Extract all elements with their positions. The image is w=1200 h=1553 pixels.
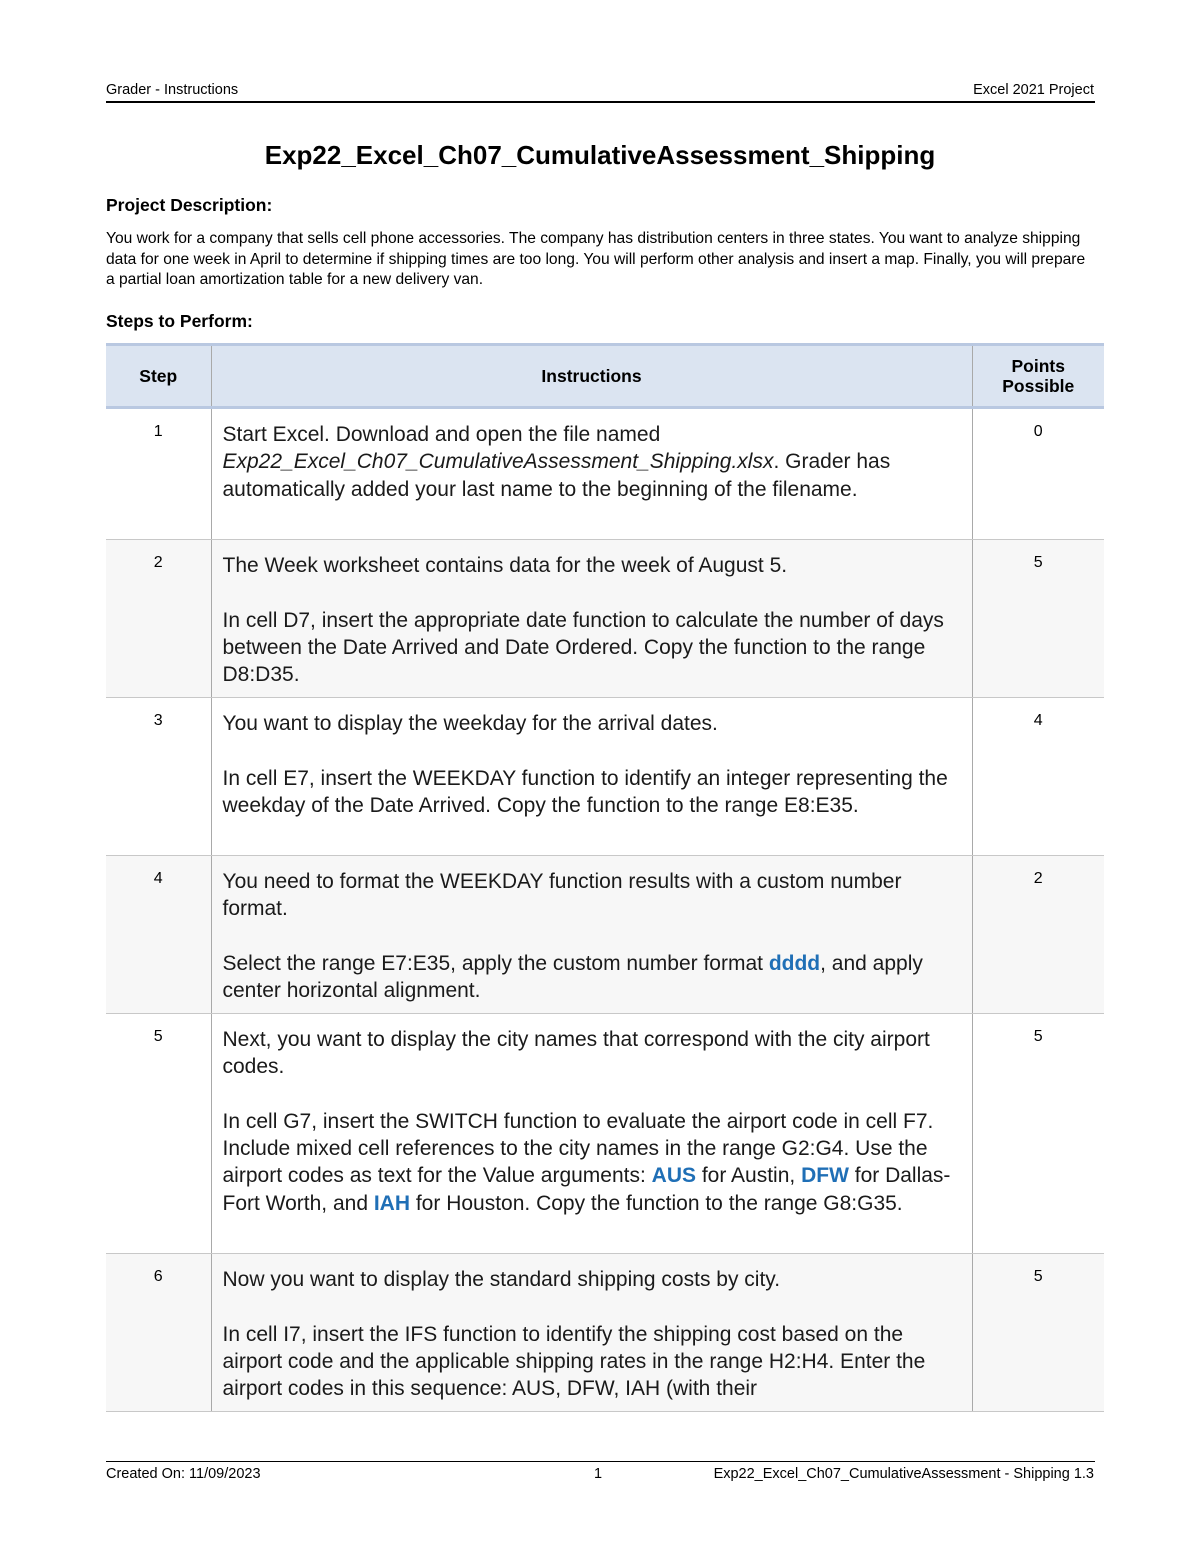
table-row: [106, 698, 1104, 856]
footer-page-number: 1: [594, 1466, 603, 1482]
header-rule: [106, 101, 1095, 103]
document-title: Exp22_Excel_Ch07_CumulativeAssessment_Shipping: [264, 140, 936, 170]
step-instructions: [211, 408, 972, 540]
step-points: 2: [972, 856, 1104, 1014]
step-number: 6: [106, 1254, 211, 1412]
instr-text: The Week worksheet contains data for the week of August 5.: [222, 554, 788, 577]
header-step: Step: [106, 345, 211, 408]
airport-code: DFW: [801, 1164, 849, 1188]
instr-text: for Dallas-Fort Worth, and: [222, 1164, 951, 1215]
header-instructions: Instructions: [211, 345, 972, 408]
airport-code: IAH: [373, 1191, 411, 1215]
instr-text: . Grader has automatically added your last name to the beginning of the filename.: [222, 450, 891, 501]
table-row: [106, 540, 1104, 698]
table-row: [106, 408, 1104, 540]
step-instructions: [211, 1014, 972, 1254]
instr-text: Now you want to display the standard shipping costs by city.: [222, 1268, 781, 1291]
instr-text: Start Excel. Download and open the file named: [222, 423, 661, 446]
header-points-line2: Possible: [1002, 376, 1075, 396]
table-row: [106, 1254, 1104, 1412]
header-points: [972, 345, 1104, 408]
step-points: 5: [972, 540, 1104, 698]
steps-table: [106, 343, 1104, 1412]
instr-text: Next, you want to display the city names that correspond with the city airport codes.: [222, 1028, 930, 1079]
step-instructions: [211, 856, 972, 1014]
header-left: Grader - Instructions: [106, 82, 239, 98]
format-code: dddd: [768, 951, 821, 975]
project-description-heading: Project Description:: [106, 195, 273, 215]
footer-right: Exp22_Excel_Ch07_CumulativeAssessment - Shipping 1.3: [713, 1466, 1094, 1482]
airport-code: AUS: [651, 1164, 697, 1188]
step-points: 5: [972, 1254, 1104, 1412]
step-points: 5: [972, 1014, 1104, 1254]
step-instructions: [211, 540, 972, 698]
step-number: 1: [106, 408, 211, 540]
steps-heading: Steps to Perform:: [106, 311, 253, 331]
instr-text: In cell I7, insert the IFS function to identify the shipping cost based on the airport code and the applicable shipping rates in the range H2:H4. Enter the airport codes in this sequence: AUS, DFW, IAH (with their: [222, 1322, 926, 1401]
instr-text: , and apply center horizontal alignment.: [222, 951, 923, 1003]
step-number: 3: [106, 698, 211, 856]
instr-text: In cell G7, insert the SWITCH function to evaluate the airport code in cell F7. Include mixed cell references to the city names in the range G2:G4. Use the airport codes as text for the Value arguments:: [222, 1109, 934, 1188]
header-right: Excel 2021 Project: [973, 82, 1094, 98]
step-instructions: [211, 1254, 972, 1412]
step-points: 4: [972, 698, 1104, 856]
file-name: Exp22_Excel_Ch07_CumulativeAssessment_Shipping.xlsx: [222, 450, 774, 474]
footer-left: Created On: 11/09/2023: [106, 1466, 261, 1482]
instr-text: for Austin,: [696, 1164, 802, 1188]
step-instructions: [211, 698, 972, 856]
step-number: 4: [106, 856, 211, 1014]
table-header-row: [106, 345, 1104, 408]
instr-text: In cell E7, insert the WEEKDAY function to identify an integer representing the weekday of the Date Arrived. Copy the function to the range E8:E35.: [222, 766, 948, 817]
project-description-text: You work for a company that sells cell phone accessories. The company has distribution centers in three states. You want to analyze shipping data for one week in April to determine if shipping times are too long. You will perform other analysis and insert a map. Finally, you will prepare a partial loan amortization table for a new delivery van.: [106, 230, 1086, 288]
instr-text: You want to display the weekday for the arrival dates.: [222, 712, 718, 735]
instr-text: You need to format the WEEKDAY function results with a custom number format.: [222, 870, 902, 921]
page-header: [106, 82, 1094, 102]
table-row: [106, 1014, 1104, 1254]
step-number: 2: [106, 540, 211, 698]
instr-text: for Houston. Copy the function to the range G8:G35.: [410, 1191, 903, 1215]
step-points: 0: [972, 408, 1104, 540]
header-points-line1: Points: [1011, 356, 1065, 376]
instr-text: Select the range E7:E35, apply the custom number format: [222, 951, 769, 975]
step-number: 5: [106, 1014, 211, 1254]
table-row: [106, 856, 1104, 1014]
instr-text: In cell D7, insert the appropriate date function to calculate the number of days between the Date Arrived and Date Ordered. Copy the function to the range D8:D35.: [222, 608, 944, 687]
footer-rule: [106, 1461, 1095, 1462]
